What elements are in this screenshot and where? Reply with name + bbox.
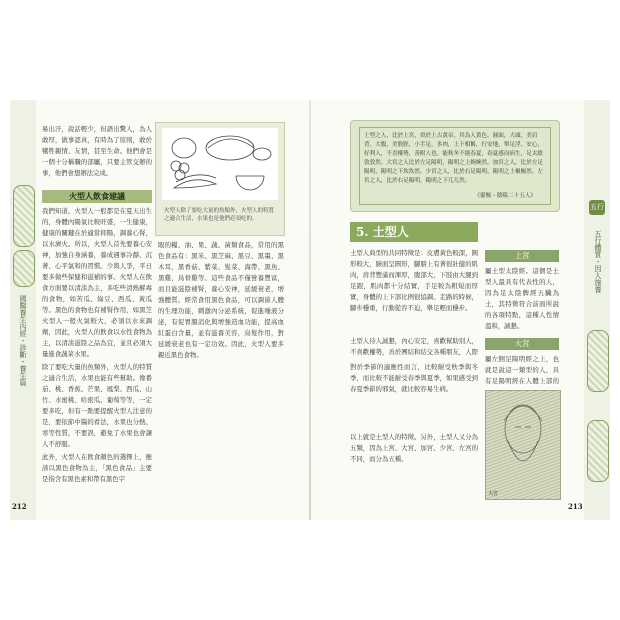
intro-paragraph: 易出汗，說話輕少，但語出驚人，為人敢厚，做事認真，有時為了原則，敢於犧牲親情、友情，甚至生命。他們會是一個十分稱職的部屬，只要主管交辦的事，他們會想辦法完成。: [42, 125, 152, 177]
main-paragraph-4: 以上就是土型人的特徵。另外，土型人又分為五類，因為上宮、大宮、加宮、少宮、左宮的不同，而分為五種。: [350, 433, 478, 463]
paragraph-1: 我們知道，火型人一般都是在夏天出生的，身體內陽氣比較旺盛，一生健康，健康的關鍵在於適當抑陽，調養心腎，以水濟火。所以，火型人首先要養心安神，加強自身涵養，養成遇事冷靜、沉著、心平氣和的習慣。少與人爭，平日要多做些保健和滋補的事。火型人在飲食方面要以清淡為主，多吃些清熱解毒的食物，如苦瓜、綠豆、西瓜、黃瓜等。黑色的食物也有補腎作用，如黑芝: [42, 207, 152, 314]
section-heading: 火型人飲食建議: [42, 190, 152, 203]
side-tab: 五行: [589, 200, 605, 215]
portrait-image: [485, 390, 561, 500]
fruit-illustration-box: [155, 122, 285, 236]
paragraph-3: 除了要吃大量的魚類外，火型人的特質之適合生活，水果也能有些幫助。像番茄、桃、香蕉、芒果、鳳梨、西瓜、山竹、水蜜桃、哈密瓜、葡萄等等，一定要多吃，但有一點要提醒火型人注意的是，要依節中醫的看法，水果也分熱、寒等性質，不要誤，避免了水果也會讓人不舒服。: [42, 363, 152, 448]
left-side-band: [10, 100, 36, 520]
paragraph-2: 火型人一般火氣較大，必須以水來調劑，因此，火型人的飲食以水性食物為主，以清淡滋陰之品為宜，並且必須大量進食蔬菜水果。: [42, 317, 152, 358]
quote-text: 土型之人，比於上宮，似於上古黃帝，其為人黃色，圓面，大頭，美肩背，大腹，美股脛，小手足，多肉，上下相稱，行安地，舉足浮。安心，好利人，不喜權勢，善附人也。能秋冬不能春夏，春夏感而病生，足太陰敦敦然。大宮之人比於左足陽明，陽明之上婉婉然。加宮之人，比於左足陽明，陽明之下坎坎然。少宮之人，比於右足陽明，陽明之上樞樞然。左宮之人，比於右足陽明，陽明之下兀兀然。: [364, 133, 544, 184]
paragraph-5: 眼的糧、油、果、蔬、菌類食品，常用的黑色食品有：黑米、黑芝麻、黑豆、黑棗、黑木耳、黑香菇、紫菜、髮菜、海帶、黑魚、黑雞、烏骨雞等。這些食品不僅營養豐富，而且能滋陰補腎，養心安神，延緩衰老，增強體質。經常食用黑色食品，可以調節人體的生理功能，刺激內分泌系統，促進唾液分泌，有促胃腸消化與增強造血功能，提高血紅蛋白含量，並有滋養美容，烏髮作用，對延緩衰老也有一定功效。因此，火型人要多親近黑色食物。: [158, 241, 284, 359]
main-paragraph-3: 對於季節的適應性而言，比較耐受秋季與冬季，而比較不能耐受春季與夏季，如果感受到春夏季節的邪氣，就比較容易生病。: [350, 363, 478, 393]
right-side-vertical-text: 五行體質・因人施養: [594, 230, 602, 293]
right-side-band: [584, 100, 610, 520]
fruit-illustration: [162, 128, 278, 200]
fruit-caption: 火型人除了要吃大量的魚類外，火型人的特質之適合生活，水果也是他們必須吃的。: [164, 208, 275, 222]
subheading-great-gong: 大宮: [485, 338, 559, 350]
ornament-icon: [587, 330, 609, 392]
ornament-icon: [587, 420, 609, 482]
book-spread: [10, 100, 610, 520]
portrait-caption: 大宮: [488, 491, 499, 497]
left-page: [10, 100, 310, 520]
paragraph-4: 此外，火型人在飲食顏色的選擇上，應該以黑色食物為主，「黑色食品」主要是指含有黑色素和帶有黑色字: [42, 453, 152, 483]
page-number: 213: [568, 502, 583, 511]
quote-source: 《靈樞・陰陽二十五人》: [474, 193, 536, 199]
quote-box: [350, 120, 560, 212]
upper-gong-text: 屬土型太陰經。這個是土型人最具有代表性的人，因為足太陰脾經五臟為土，其特徵符合前面所說的各項特點，這種人性情溫和，誠懇。: [485, 267, 559, 330]
subheading-upper-gong: 上宮: [485, 250, 559, 262]
main-paragraph-2: 土型人待人誠懇，內心安定，喜歡幫助別人，不喜歡權勢，善於團結和結交各種朋友，人際: [350, 337, 478, 356]
left-side-vertical-text: 國醫養生內經・診斷・養生篇: [19, 295, 27, 386]
page-number: 212: [12, 502, 27, 511]
ornament-icon: [13, 250, 35, 287]
right-page: [310, 100, 610, 520]
chapter-title: 5. 土型人: [350, 222, 478, 242]
great-gong-text: 屬左側足陽明經之上，也就是說這一類型的人，具有足陽明經在人體上部的: [485, 355, 559, 385]
main-paragraph-1: 土型人典型的共同特徵是：皮膚黃色較深，圓形較大，臉面呈圓形，腳膀上有著很壯健的肌肉，肩背豐滿而渾厚，腹部大，下肢由大腿到足跟，肌肉都十分結實，手足較為粗短而厚實，身體的上下部比例很協調。走路的時候，腳步穩重，行動從容不迫，舉足輕而穩步。: [350, 249, 478, 312]
ornament-icon: [13, 185, 35, 247]
